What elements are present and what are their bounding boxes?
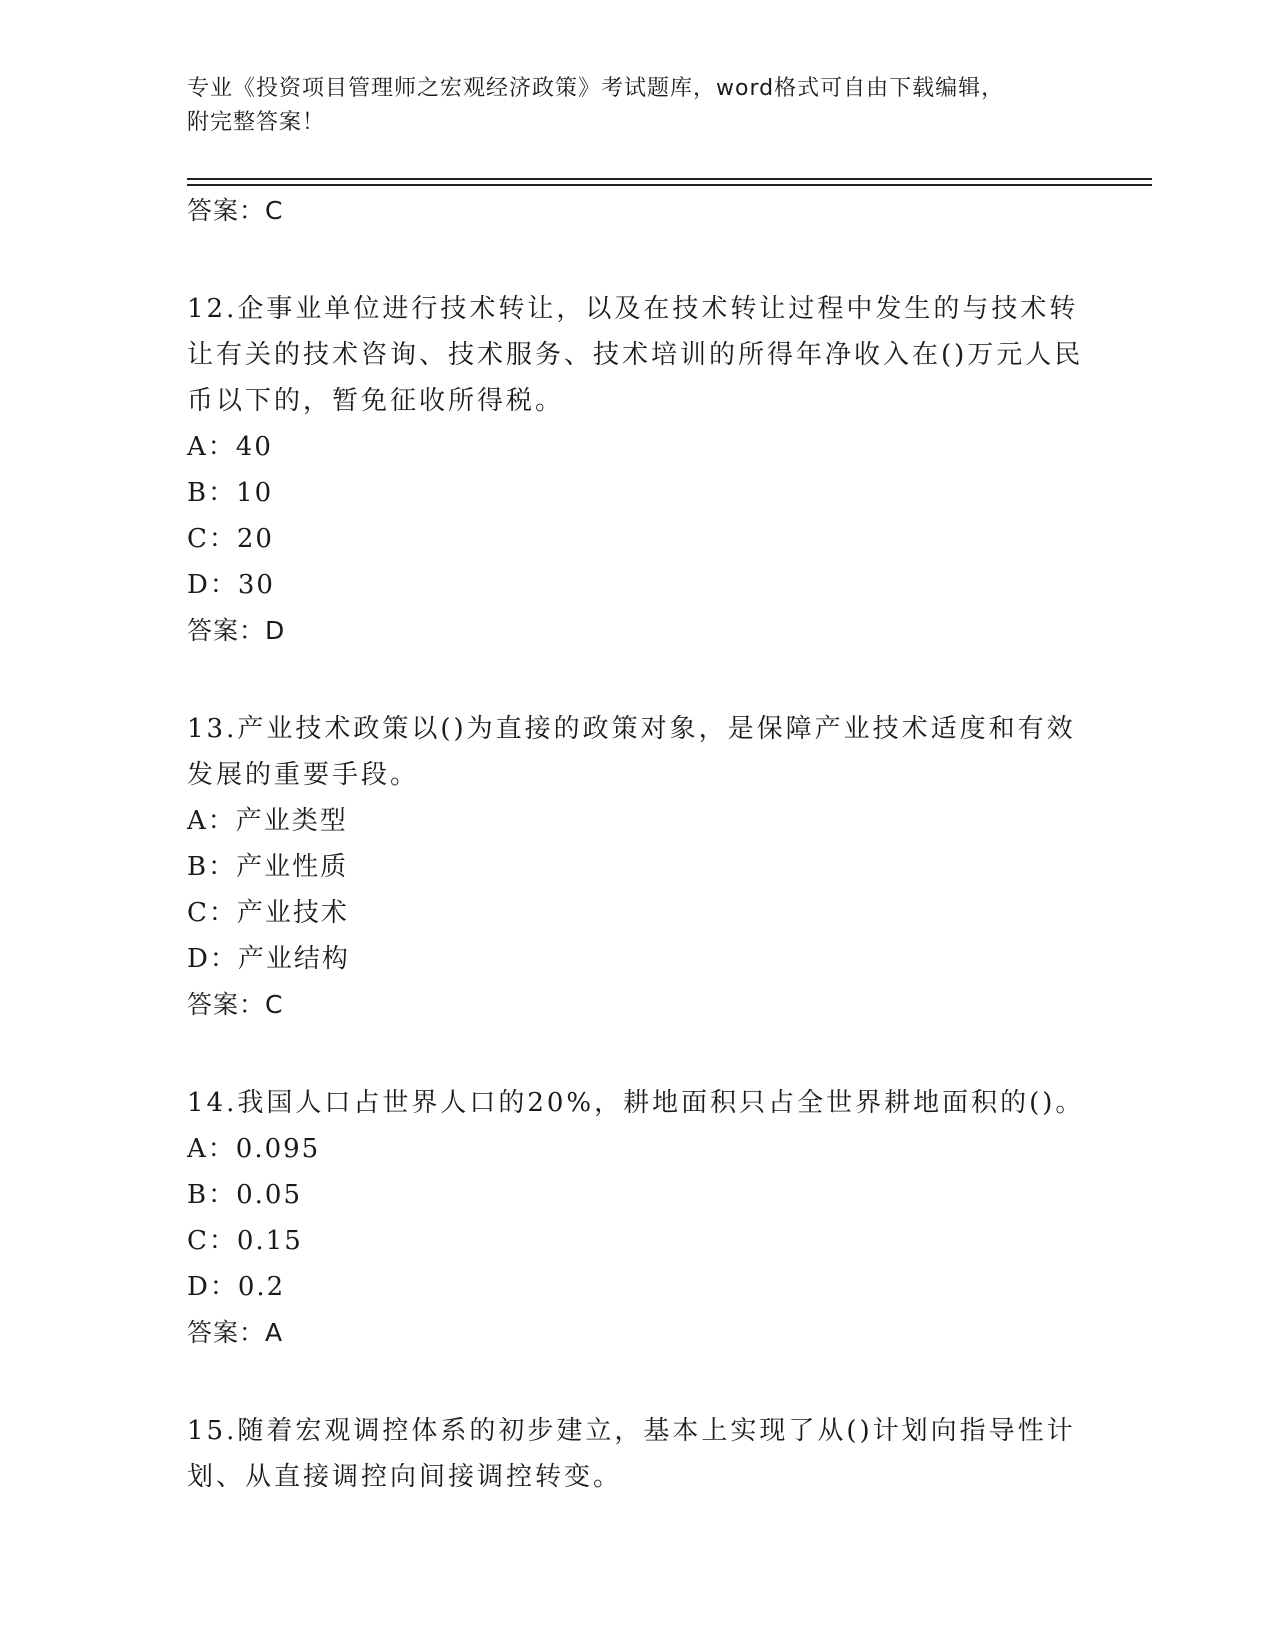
question-14 <box>187 1080 1087 1356</box>
header-line-2: 附完整答案！ <box>187 110 326 135</box>
option-b: B：产业性质 <box>187 852 349 882</box>
question-13 <box>187 706 1087 1028</box>
question-list <box>187 188 1087 1500</box>
previous-answer: 答案：C <box>187 196 284 225</box>
option-c: C：20 <box>187 524 274 554</box>
answer: 答案：C <box>187 990 284 1019</box>
option-d: D：30 <box>187 570 275 600</box>
question-text: 12.企事业单位进行技术转让，以及在技术转让过程中发生的与技术转让有关的技术咨询、技术服务、技术培训的所得年净收入在()万元人民币以下的，暂免征收所得税。 <box>187 294 1084 416</box>
answer: 答案：A <box>187 1318 284 1347</box>
option-c: C：0.15 <box>187 1226 303 1256</box>
header-divider-bottom <box>187 184 1152 186</box>
header-divider-top <box>187 178 1152 180</box>
option-c: C：产业技术 <box>187 898 349 928</box>
option-b: B：0.05 <box>187 1180 302 1210</box>
option-b: B：10 <box>187 478 274 508</box>
question-12 <box>187 286 1087 654</box>
option-a: A：40 <box>187 432 273 462</box>
question-text: 13.产业技术政策以()为直接的政策对象，是保障产业技术适度和有效发展的重要手段。 <box>187 714 1076 790</box>
answer: 答案：D <box>187 616 286 645</box>
option-a: A：产业类型 <box>187 806 348 836</box>
option-d: D：0.2 <box>187 1272 286 1302</box>
header-line-1: 专业《投资项目管理师之宏观经济政策》考试题库，word格式可自由下载编辑， <box>187 76 1005 101</box>
question-text: 15.随着宏观调控体系的初步建立，基本上实现了从()计划向指导性计划、从直接调控向间接调控转变。 <box>187 1416 1076 1492</box>
option-a: A：0.095 <box>187 1134 321 1164</box>
option-d: D：产业结构 <box>187 944 350 974</box>
document-header <box>187 72 1067 140</box>
question-text: 14.我国人口占世界人口的20%，耕地面积只占全世界耕地面积的()。 <box>187 1088 1085 1118</box>
question-15 <box>187 1408 1087 1500</box>
